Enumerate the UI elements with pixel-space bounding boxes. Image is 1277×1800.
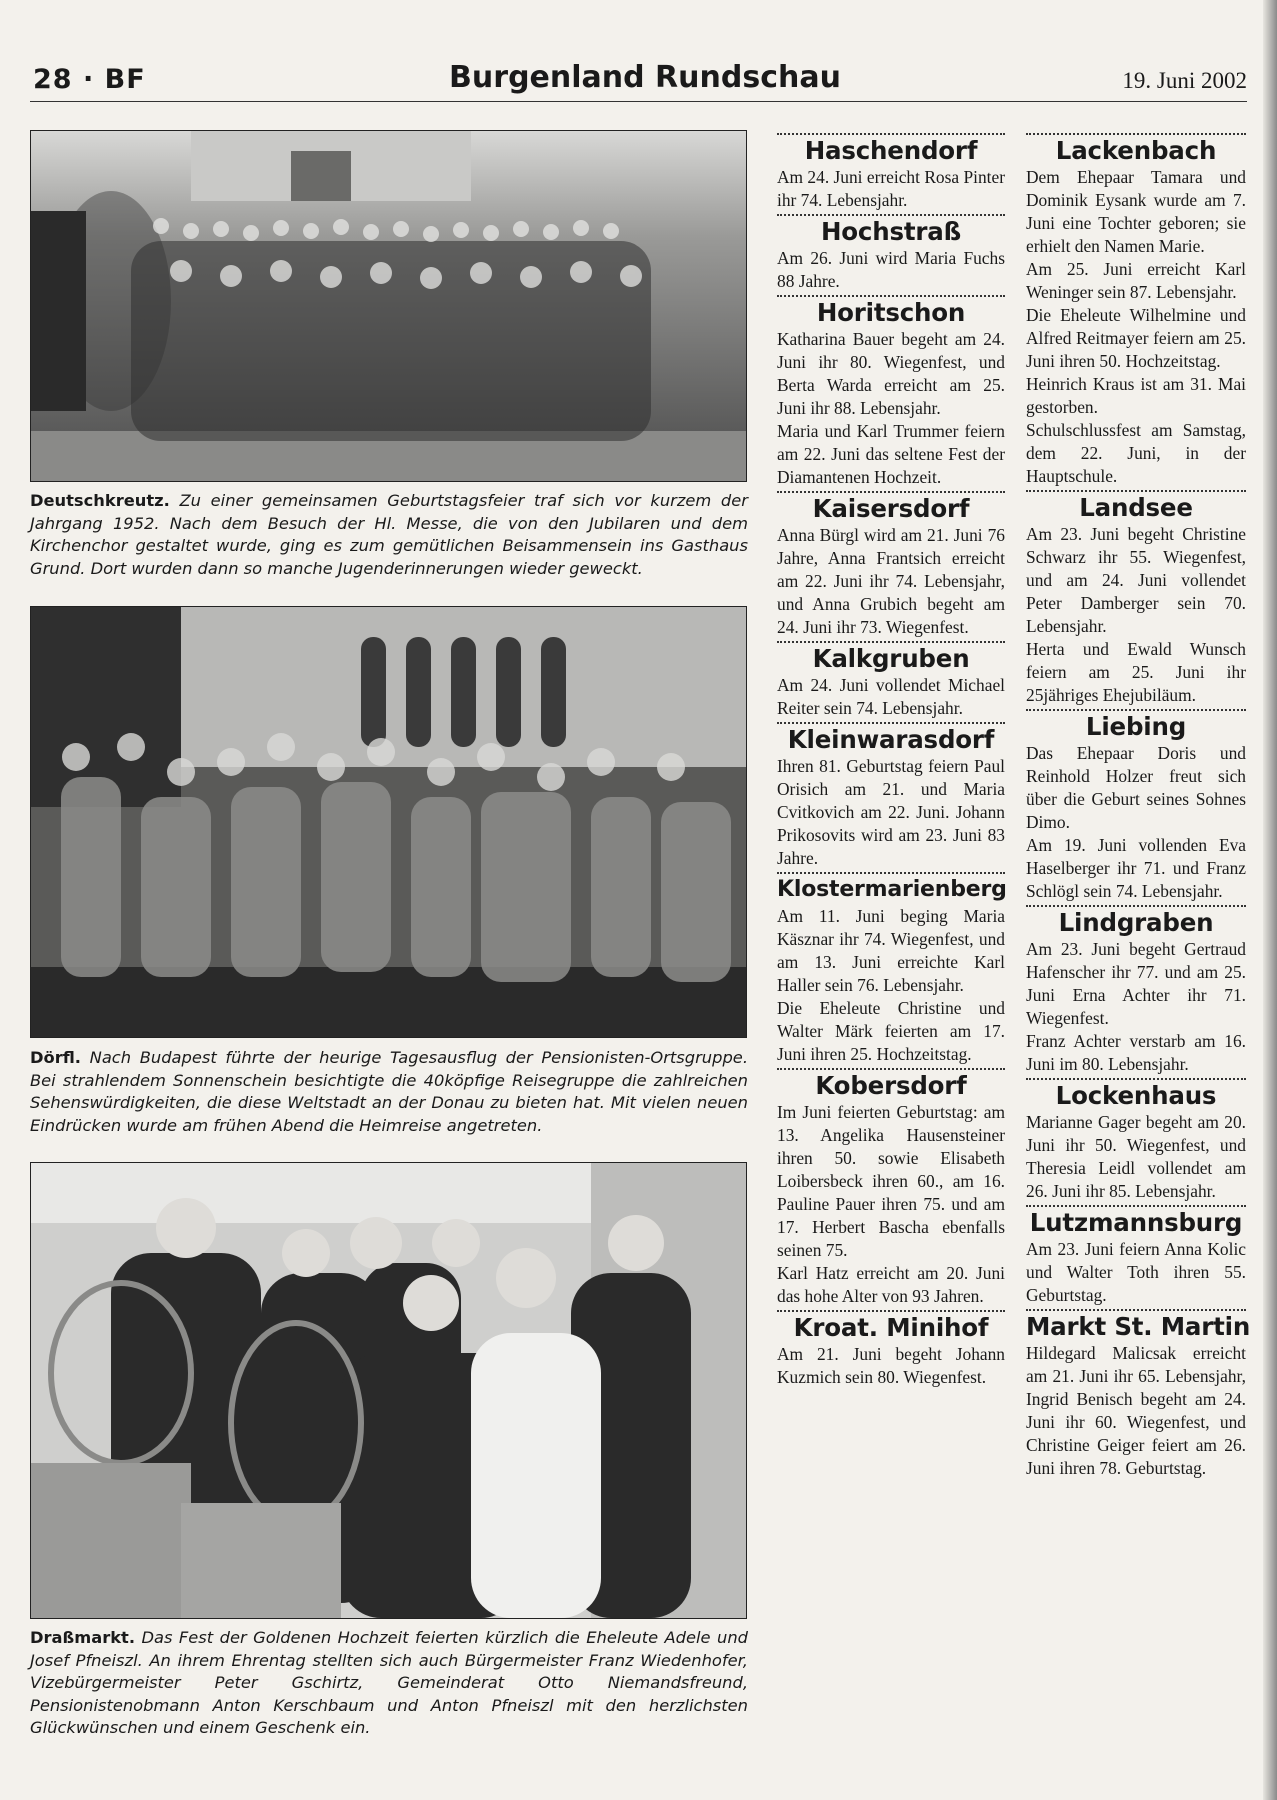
entry-text: Herta und Ewald Wunsch feiern am 25. Juni ihr 25jähriges Ehejubiläum. [1026,639,1246,705]
entry-heading: Lutzmannsburg [1029,1208,1243,1237]
issue-date: 19. Juni 2002 [1122,68,1247,93]
photo-doerfl [30,606,747,1038]
caption-town: Deutschkreutz. [30,491,170,510]
entry-heading: Lockenhaus [1055,1081,1217,1110]
entry-markt-st-martin [1026,1309,1251,1480]
entry-landsee [1026,490,1246,707]
entry-heading: Kobersdorf [815,1071,967,1100]
entry-text: Maria und Karl Trummer feiern am 22. Juni das seltene Fest der Diamantenen Hochzeit. [777,421,1005,487]
group-photo-illustration [31,607,746,1037]
caption-drassmarkt [30,1627,748,1740]
entry-text: Das Ehepaar Doris und Reinhold Holzer freut sich über die Geburt seines Sohnes Dimo. [1026,743,1246,832]
entry-text: Am 23. Juni begeht Gertraud Hafenscher ihr 77. und am 25. Juni Erna Achter ihr 71. Wiegenfest. [1026,939,1246,1028]
entry-kroat-minihof [777,1310,1005,1389]
caption-town: Draßmarkt. [30,1628,136,1647]
entry-heading: Liebing [1085,712,1187,741]
header-rule [30,101,1247,102]
page-number: 28 · BF [33,64,146,95]
entry-heading: Kalkgruben [812,644,970,673]
entry-text: Am 11. Juni beging Maria Käsznar ihr 74. Wiegenfest, und am 13. Juni erreichte Karl Haller sein 76. Lebensjahr. [777,906,1005,995]
entry-text: Schulschlussfest am Samstag, dem 22. Juni, in der Hauptschule. [1026,420,1246,486]
entry-lackenbach [1026,133,1246,488]
entry-text: Ihren 81. Geburtstag feiern Paul Orisich am 21. und Maria Cvitkovich am 22. Juni. Johann Prikosovits wird am 23. Juni 83 Jahre. [777,756,1005,868]
entry-heading: Lackenbach [1055,136,1217,165]
entry-heading: Kaisersdorf [812,494,970,523]
entry-haschendorf [777,133,1005,212]
entry-text: Am 23. Juni feiern Anna Kolic und Walter Toth ihren 55. Geburtstag. [1026,1239,1246,1305]
entry-text: Karl Hatz erreicht am 20. Juni das hohe Alter von 93 Jahren. [777,1263,1005,1306]
entry-horitschon [777,295,1005,489]
birthday-column-1 [777,133,1005,1391]
entry-text: Die Eheleute Christine und Walter Märk feierten am 17. Juni ihren 25. Hochzeitstag. [777,998,1005,1064]
caption-body: Zu einer gemeinsamen Geburtstagsfeier traf sich vor kurzem der Jahrgang 1952. Nach dem Besuch der Hl. Messe, die von den Jubilaren und dem Kirchenchor gestaltet wurde, ging es zum gemütlichen Beisammensein ins Gasthaus Grund. Dort wurden dann so manche Jugenderinnerungen wieder geweckt. [30,491,748,578]
photo-deutschkreutz [30,130,747,482]
entry-text: Dem Ehepaar Tamara und Dominik Eysank wurde am 7. Juni eine Tochter geboren; sie erhielt den Namen Marie. [1026,167,1246,256]
entry-text: Im Juni feierten Geburtstag: am 13. Angelika Hausensteiner ihren 50. sowie Elisabeth Loibersbeck ihren 60., am 16. Pauline Pauer ihren 75. und am 17. Herbert Bascha ebenfalls seinen 75. [777,1102,1005,1260]
entry-text: Am 19. Juni vollenden Eva Haselberger ihr 71. und Franz Schlögl sein 74. Lebensjahr. [1026,835,1246,901]
entry-heading: Hochstraß [820,217,962,246]
entry-text: Heinrich Kraus ist am 31. Mai gestorben. [1026,374,1246,417]
entry-text: Katharina Bauer begeht am 24. Juni ihr 80. Wiegenfest, und Berta Warda erreicht am 25. Juni ihr 88. Lebensjahr. [777,329,1005,418]
entry-text: Marianne Gager begeht am 20. Juni ihr 50. Wiegenfest, und Theresia Leidl vollendet am 26. Juni ihr 85. Lebensjahr. [1026,1112,1246,1201]
entry-text: Am 24. Juni vollendet Michael Reiter sein 74. Lebensjahr. [777,675,1005,718]
caption-town: Dörfl. [30,1048,81,1067]
entry-kobersdorf [777,1068,1005,1308]
entry-text: Anna Bürgl wird am 21. Juni 76 Jahre, Anna Frantsich erreicht am 22. Juni ihr 74. Lebensjahr, und Anna Grubich begeht am 24. Juni ihr 73. Wiegenfest. [777,525,1005,637]
entry-heading: Kleinwarasdorf [787,725,995,754]
entry-text: Franz Achter verstarb am 16. Juni im 80. Lebensjahr. [1026,1031,1246,1074]
entry-text: Am 21. Juni begeht Johann Kuzmich sein 80. Wiegenfest. [777,1344,1005,1387]
caption-deutschkreutz [30,490,748,580]
entry-text: Am 24. Juni erreicht Rosa Pinter ihr 74. Lebensjahr. [777,167,1005,210]
entry-text: Am 25. Juni erreicht Karl Weninger sein 87. Lebensjahr. [1026,259,1246,302]
entry-text: Am 26. Juni wird Maria Fuchs 88 Jahre. [777,248,1005,291]
caption-body: Nach Budapest führte der heurige Tagesausflug der Pensionisten-Ortsgruppe. Bei strahlendem Sonnenschein besichtigte die 40köpfige Reisegruppe die zahlreichen Sehenswürdigkeiten, die diese Weltstadt an der Donau zu bieten hat. Mit vielen neuen Eindrücken wurde am frühen Abend die Heimreise angetreten. [30,1048,748,1135]
birthday-column-2 [1026,133,1251,1482]
entry-heading: Horitschon [816,298,966,327]
photo-drassmarkt [30,1162,747,1619]
caption-body: Das Fest der Goldenen Hochzeit feierten kürzlich die Eheleute Adele und Josef Pfneiszl. An ihrem Ehrentag stellten sich auch Bürgermeister Franz Wiedenhofer, Vizebürgermeister Peter Gschirtz, Gemeinderat Otto Niemandsfreund, Pensionistenobmann Anton Kerschbaum und Anton Pfneiszl mit den herzlichsten Glückwünschen und einem Geschenk ein. [30,1628,748,1738]
entry-liebing [1026,709,1246,903]
group-photo-illustration [31,1163,746,1618]
entry-text: Hildegard Malicsak erreicht am 21. Juni ihr 65. Lebensjahr, Ingrid Benisch begeht am 24. Juni ihr 60. Wiegenfest, und Christine Geiger feiert am 26. Juni ihren 78. Geburtstag. [1026,1343,1246,1478]
entry-heading: Klostermarienberg [777,877,1007,902]
entry-kalkgruben [777,641,1005,720]
entry-heading: Markt St. Martin [1026,1312,1251,1341]
entry-text: Die Eheleute Wilhelmine und Alfred Reitmayer feiern am 25. Juni ihren 50. Hochzeitstag. [1026,305,1246,371]
entry-text: Am 23. Juni begeht Christine Schwarz ihr 55. Wiegenfest, und am 24. Juni vollendet Peter Damberger sein 70. Lebensjahr. [1026,524,1246,636]
newspaper-title: Burgenland Rundschau [449,60,841,95]
entry-klostermarienberg [777,872,1005,1066]
entry-kaisersdorf [777,491,1005,639]
entry-heading: Kroat. Minihof [793,1313,989,1342]
entry-heading: Lindgraben [1058,908,1214,937]
entry-lutzmannsburg [1026,1205,1246,1307]
entry-hochstrass [777,214,1005,293]
entry-lindgraben [1026,905,1246,1076]
group-photo-illustration [31,131,746,481]
page-spine-shadow [1263,0,1277,1800]
entry-lockenhaus [1026,1078,1246,1203]
caption-doerfl [30,1047,748,1137]
entry-heading: Landsee [1079,493,1193,522]
entry-heading: Haschendorf [804,136,978,165]
entry-kleinwarasdorf [777,722,1005,870]
